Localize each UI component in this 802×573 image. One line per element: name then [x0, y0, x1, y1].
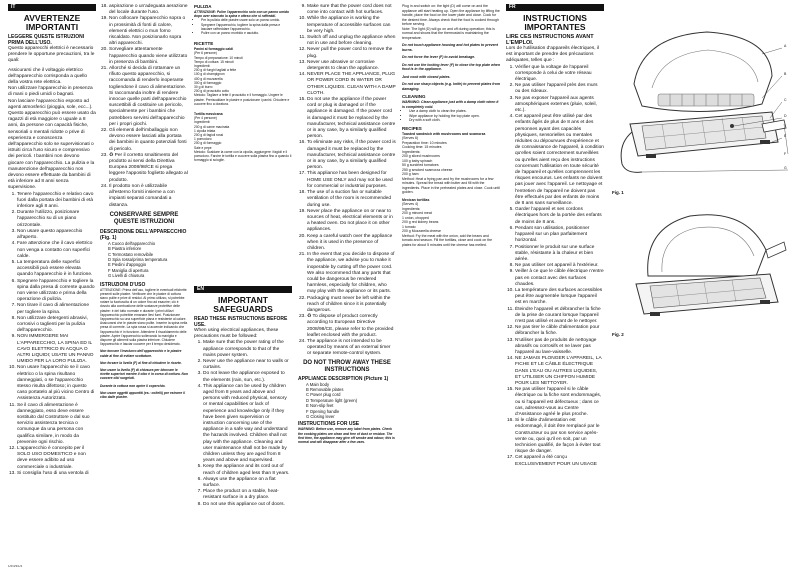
- list-item: 9. Veiller à ce que le câble électrique n'entre pas en contact avec des surfaces chaudes.: [515, 269, 604, 288]
- it-warn: Non forzare la livella (F) al fine di chiudere le ricarte.: [100, 360, 182, 365]
- list-item: 8. Non utilizzare detergenti abrasivi, corrosivi o taglienti per la pulizia dell'apparecchio.: [17, 316, 96, 335]
- callout-label: B: [784, 72, 787, 76]
- callout-label: F: [784, 152, 787, 156]
- en-list: [194, 340, 292, 507]
- recipe-serves: (Serves 4): [402, 202, 419, 206]
- list-item: 7. Place the product on a stable, heat-resistant surface in a dry place.: [203, 489, 292, 501]
- list-item: 19. Non collocare l'apparecchio sopra o in prossimità di fonti di calore, elementi elettrici o mun forno riscaldato. Non posizionarlo sopra altri apparecchi.: [109, 16, 188, 47]
- list-item: 24. The appliance is not intended to be operated by means of an external timer or separate remote-control system.: [307, 339, 396, 358]
- paragraph: Non utilizzare l'apparecchio in presenza di mani o piedi umidi o bagnati.: [8, 86, 93, 98]
- it-warn: Non usare oggetti appuntiti (es.: coltelli) per estrarre il cibo dalle piastre.: [100, 390, 186, 400]
- fr-title: INSTRUCTIONS IMPORTANTES: [523, 13, 587, 32]
- it-warning-list: [8, 192, 96, 477]
- list-item: 10. Non usare l'apparecchio se il cavo elettrico o la spina risultano danneggiati, o se l'apparecchio stesso risulta difettoso; in questo caso portatelo al più vicino Centro di Assistenza Autorizzato.: [17, 365, 96, 402]
- it-title: AVVERTENZE IMPORTANTI: [23, 13, 81, 32]
- list-item: 16. To eliminate any risks, if the power cord is damaged it must be replaced by the manufacturer, technical assistance centre or in any case, by a similarly qualified person.: [307, 140, 396, 171]
- legend-item: G Closing lever: [306, 414, 335, 420]
- list-item: 5. La temperatura delle superfici accessibili può essere elevata quando l'apparecchio è in funzione.: [17, 260, 96, 279]
- legend-item: C Power plug cord: [306, 392, 341, 398]
- en-clean-list: [402, 109, 500, 123]
- figure-1-label: Fig. 1: [612, 190, 624, 195]
- recipe-body: Preparation time: 10 minutes Cooking time: 15 minutes Ingredients: 200 g sliced mushrooms 100 g baby spinach 50 g sundried tomatoes 250 g smoked scamorza cheese 200 g ham Method: Heat a frying pan and fry the mushrooms for a few minutes. Spread the bread with butter and fill with the ingredients. Place in the preheated plates and close. Cook until golden.: [402, 140, 500, 194]
- list-item: 5. Keep the appliance and its cord out of reach of children aged less than 8 years.: [203, 464, 292, 476]
- list-item: 22. Packaging must never be left within the reach of children since it is potentially dangerous.: [307, 296, 396, 315]
- list-item: 14. NE JAMAIS PLONGER L'APPAREIL, LA FICHE ET LE CÂBLE ÉLECTRIQUE DANS L'EAU OU AUTRES LIQUIDES, ET UTILISER UN CHIFFON HUMIDE POUR LES NETTOYER.: [515, 356, 604, 387]
- recipe-title: Toasted sandwich with mushrooms and scamorza: [402, 131, 486, 136]
- legend-item: D Spia rossa/prima temperatura: [108, 256, 168, 262]
- list-item: 4. Cet appareil peut être utilisé par des enfants âgés de plus de 8 ans et des personnes ayant des capacités physiques, sensorielles ou mentales réduites ou dépourvues d'expérience et de connaissance de l'appareil, à condition qu'elles soient correctement surveillées ou qu'elles aient reçu des instructions concernant l'utilisation en toute sécurité de l'appareil et qu'elles comprennent les risques encourus. Les enfants ne doivent pas jouer avec l'appareil. Le nettoyage et l'entretien de l'appareil ne doivent pas être effectués par des enfants de moins de 8 ans sans surveillance.: [515, 114, 604, 207]
- footer-code: 1/2/4/3/1/4: [8, 564, 23, 568]
- list-item: 4. Fare attenzione che il cavo elettrico non venga a contatto con superfici calde.: [17, 241, 96, 260]
- list-item: 7. Non tirare il cavo di alimentazione per togliere la spina.: [17, 303, 96, 315]
- en-read-title: READ THESE INSTRUCTIONS BEFORE USE.: [194, 316, 288, 328]
- en3-note: Do not touch appliance housing and hot plates to prevent burns.: [402, 43, 498, 52]
- list-item: 6. Pendant son utilisation, positionner l'appareil sur un plan parfaitement horizontal.: [515, 226, 604, 245]
- list-item: 11. Éteindre l'appareil et débrancher la fiche de la prise de courant lorsque l'appareil n'est pas utilisé et avant de le nettoyer.: [515, 307, 604, 326]
- legend-item: G Livelli di chiusura: [108, 273, 145, 279]
- list-item: 9. Make sure that the power cord does not come into contact with hot surfaces.: [307, 4, 396, 16]
- it-conserve-title: CONSERVARE SEMPRE QUESTE ISTRUZIONI: [109, 211, 179, 225]
- list-item: 1. Tenere l'apparecchio e relativo cavo fuori dalla portata dei bambini di età inferiore agli 8 anni.: [17, 192, 96, 211]
- recycle-icon: ♻: [307, 314, 313, 320]
- it-pulizia-list: [194, 18, 292, 35]
- list-item: 16. Si le câble d'alimentation est endommagé, il doit être remplacé par le Constructeur ou par son service après-vente ou, quoi qu'il en soit, par un technicien qualifié, de façon à éviter tout risque de danger.: [515, 418, 604, 455]
- list-item: 21. Allorché si decida di rottamare un rifiuto questo apparecchio, si raccomanda di renderlo inoperante togliendone il cavo di alimentazione. Si raccomanda inoltre di rendere innocue quelle parti dell'apparecchio suscettibili di costituire un pericolo, specialmente per i bambini che potrebbero servirsi dell'apparecchio per i propri giochi.: [109, 66, 188, 128]
- en-legend: [298, 382, 396, 420]
- list-item: 23. ♻ To dispose of product correctly according to European Directive 2008/98/CE, please refer to the provided leaflet enclosed with the product.: [307, 314, 396, 339]
- column-it-2: [100, 4, 188, 399]
- en-throw-title: DO NOT THROW AWAY THESE INSTRUCTIONS: [303, 359, 391, 373]
- en-clean-title: CLEANING: [402, 94, 426, 99]
- language-tab-en: EN: [194, 286, 292, 293]
- legend-item: F Opening handle: [306, 408, 340, 414]
- legend-item: A Cuoco dell'apparecchio: [108, 240, 156, 246]
- fr-read-title: LIRE CES INSTRUCTIONS AVANT L'EMPLOI.: [506, 34, 594, 46]
- paragraph: Questo apparecchi elettrici è necessario prendere le opportune precauzioni, tra le quali:: [8, 46, 95, 64]
- it-pulizia-title: PULIZIA: [194, 4, 212, 9]
- legend-item: E Non-slip feet: [306, 403, 334, 409]
- list-item: • Per la pulizia delle piastre usare solo un panno umido.: [201, 18, 292, 22]
- list-item: 23. ♻ Per il corretto smaltimento del prodotto ai sensi della Direttiva Europea 2008/98/CE si prega leggere l'apposito foglietto allegato al prodotto.: [109, 153, 188, 184]
- en3-note: Do not force the lever (F) to avoid breakage.: [402, 55, 476, 59]
- recipe-title: Panini al formaggio caldi: [194, 47, 234, 52]
- list-item: 1. Make sure that the power rating of the appliance corresponds to that of the mains power system.: [203, 340, 292, 359]
- recipe-body: Ingredienti: 200 g di carne macinata 1 cipolla tritata 200 g di fagioli rossi 1 pomodoro 200 g di formaggio Sale e pepe Metodo: Scaldare la carne con la cipolla, aggiungere i fagioli e il pomodoro. Farcire le tortilla e cuocere sulla piastra fino a quando il formaggio si scioglie.: [194, 120, 292, 163]
- it-instr-title: ISTRUZIONI D'USO: [100, 281, 146, 288]
- list-item: 15. Do not use the appliance if the power cord or plug is damaged or if the appliance is damaged. If the power cord is damaged it must be replaced by the manufacturer, technical assistance centre or in any case, by a similarly qualified person.: [307, 97, 396, 140]
- list-item: 11. Switch off and unplug the appliance when not in use and before cleaning.: [307, 35, 396, 47]
- en3-text: Plug in and switch on: the light (D) will come on and the appliance will start heating up. Open the appliance by lifting the handle, place the food on the lower plate and close. Cook for the desired time. Always check that the food is cooked through before serving.: [402, 4, 500, 26]
- list-item: 20. Sorvegliare attentamente l'apparecchio quando viene utilizzato in presenza di bambini.: [109, 47, 188, 66]
- list-item: 5. Garder l'appareil et ses cordons électriques hors de la portée des enfants de moins de 8 ans.: [515, 207, 604, 226]
- legend-item: C Termostato removibile: [108, 251, 154, 257]
- legend-item: F Maniglia di apertura: [108, 267, 149, 273]
- list-item: • Spegnere l'apparecchio, togliere la spina dalla presa e lasciare raffreddare l'apparecchio.: [201, 23, 292, 31]
- list-item: 13. Si consiglia l'uso di una ventola di: [17, 471, 96, 477]
- recipe-title: Tortilla messicana: [194, 112, 223, 117]
- list-item: 3. Do not leave the appliance exposed to the elements (rain, sun, etc.).: [203, 371, 292, 383]
- list-item: 11. Se il cavo di alimentazione è danneggiato, esso deve essere sostituito dal Costruttore o dal suo servizio assistenza tecnica o comunque da una persona con qualifica similare, in modo da prevenire ogni rischio.: [17, 403, 96, 446]
- list-item: 12. Never pull the power cord to remove the plug.: [307, 47, 396, 59]
- list-item: 12. L'apparecchio è concepito per il SOLO USO DOMESTICO e non deve essere adibito ad uso commerciale o industriale.: [17, 446, 96, 471]
- paragraph: Questo apparecchio può essere usato da ragazzi di età maggiore o uguale a 8 anni, da persone con capacità fisiche, sensoriali o mentali ridotte o prive di esperienza e conoscenza dell'apparecchio solo se supervisionati o istruiti circa l'uso sicuro e comprensivo dei pericoli. I bambini non devono giocare con l'apparecchio. La pulizia e la manutenzione dell'apparecchio non devono essere effettuate da bambini di età inferiore ad 8 anni senza supervisione.: [8, 111, 96, 191]
- callout-label: G: [784, 166, 787, 170]
- callout-label: C: [784, 98, 787, 102]
- recipe-body: Tempo di preparazione: 10 minuti Tempo di cottura: 15 minuti Ingredienti: 200 g di funghi tagliati a fette 100 g di champignon 400 g di mozzarella 300 g di formaggio 30 g di burro 200 g di prosciutto cotto Metodo: Tagliare a fette il prosciutto e il formaggio. Ungere le piastre. Preriscaldare le piastre e posizionare i panini. Chiudere e cuocere fino a doratura.: [194, 55, 290, 106]
- list-item: 2. Never use the appliance near to walls or curtains.: [203, 359, 292, 371]
- en3-note: Do not use sharp objects (e.g. knife) to prevent plates from damaging.: [402, 82, 501, 91]
- callout-label: A: [784, 44, 787, 48]
- it-pulizia-warn: ATTENZIONE: Pulire l'apparecchio solo con un panno umido dopo aver staccato la spina e atteso che si raffreddi.: [194, 10, 290, 19]
- list-item: 10. While the appliance is working the temperature of accessible surfaces can be very high.: [307, 16, 396, 35]
- en2-list: [298, 4, 396, 358]
- list-item: • Wipe appliance by holding the top plate open.: [409, 114, 500, 119]
- list-item: 2. Durante l'utilizzo, posizionare l'apparecchio su di un piano orizzontale.: [17, 210, 96, 229]
- list-item: 12. Ne pas tirer le câble d'alimentation pour débrancher la fiche.: [515, 325, 604, 337]
- recipe-serves: (Per 6 persone): [194, 51, 217, 56]
- figure-1: [612, 14, 792, 184]
- en3-note: Just cook with closed plates.: [402, 74, 451, 79]
- it-paragraphs: [8, 46, 96, 477]
- list-item: 2. Ne pas utiliser l'appareil près des murs ou des rideaux.: [515, 83, 604, 95]
- callout-label: D: [784, 114, 787, 118]
- list-item: 6. Spegnere l'apparecchio e togliere la spina dalla presa di corrente quando non viene utilizzato e prima della operazione di pulizia.: [17, 279, 96, 304]
- it-warn: Durante la cottura non aprire il coperchio.: [100, 383, 166, 388]
- legend-item: B Removable plates: [306, 386, 344, 392]
- recipe-body: Ingredients: 200 g minced meat 1 onion, chopped 200 g red kidney beans 1 tomato 200 g Mozzarella cheese Method: Fry the meat with the onion, add the beans and tomato and season. Fill the tortillas, close and cook on the plates for about 5 minutes until the cheese has melted.: [402, 206, 493, 247]
- legend-item: B Piastra inferiore: [108, 246, 142, 252]
- list-item: 17. This appliance has been designed for HOME USE ONLY and may not be used for commercial or industrial purposes.: [307, 171, 396, 190]
- list-item: 4. This appliance can be used by children aged from 8 years and above and persons with reduced physical, sensory or mental capabilities or lack of experience and knowledge only if they have been given supervision or instruction concerning use of the appliance in a safe way and understand the hazards involved. Children shall not play with the appliance. Cleaning and user maintenance shall not be made by children unless they are aged from 8 years and above and supervised.: [203, 384, 292, 465]
- legend-item: D Temperature light (green): [306, 397, 358, 403]
- list-item: 8. Do not use this appliance out of doors.: [203, 502, 292, 508]
- it2-list: [100, 4, 188, 209]
- callout-label: E: [784, 134, 787, 138]
- en-title: IMPORTANT SAFEGUARDS: [213, 295, 273, 314]
- sandwich-maker-open-illustration: [620, 206, 790, 326]
- column-fr: [506, 4, 604, 468]
- list-item: 19. Never place the appliance on or near to sources of heat, electrical elements or in a heated oven. Do not place it on other appliances.: [307, 209, 396, 234]
- en-clean-warn: WARNING: Clean appliance just with a damp cloth when it is completely cold.: [402, 100, 499, 109]
- legend-item: A Main body: [306, 381, 330, 387]
- it-desc-title: DESCRIZIONE DELL'APPARECCHIO (Fig. 1): [100, 228, 187, 241]
- list-item: 17. Cet appareil a été conçu EXCLUSIVEMENT POUR UN USAGE: [515, 455, 604, 467]
- recipe-title: Mexican tortillas: [402, 197, 430, 202]
- list-item: 8. Ne pas utiliser cet appareil à l'extérieur.: [515, 263, 604, 269]
- fr-intro: Lors de l'utilisation d'appareils électriques, il est important de prendre des précautions adéquates, telles que :: [506, 46, 600, 64]
- list-item: 20. Keep a careful watch over the appliance when it is used in the presence of children.: [307, 234, 396, 253]
- column-it-3: [194, 4, 292, 507]
- column-en-2: [298, 4, 396, 444]
- language-tab-it: IT: [8, 4, 96, 11]
- list-item: 22. Gli elementi dell'imballaggio non devono essere lasciati alla portata dei bambini in quanto potenziali fonti di pericolo.: [109, 128, 188, 153]
- en3-note: Note: The light (D) will go on and off during operation; this is normal and shows that the thermostat is maintaining the temperature.: [402, 26, 495, 40]
- list-item: 9. NON IMMERGERE MAI L'APPARECCHIO, LA SPINA ED IL CAVO ELETTRICO IN ACQUA O ALTRI LIQUIDI; USATE UN PANNO UMIDO PER LA LORO PULIZIA.: [17, 334, 96, 365]
- sandwich-maker-illustration: [612, 14, 792, 184]
- en-intro: When using electrical appliances, these precautions must be followed:: [194, 328, 279, 340]
- list-item: • Dry with a soft cloth.: [409, 118, 500, 123]
- list-item: 10. La température des surfaces accessibles peut être augmentée lorsque l'appareil est en marche.: [515, 288, 604, 307]
- language-tab-fr: FR: [506, 4, 604, 11]
- list-item: 15. Ne pas utiliser l'appareil si le câble électrique ou la fiche sont endommagés, ou si l'appareil est défectueux ; dans ce cas, adressez-vous au Centre d'Assistance agréé le plus proche.: [515, 387, 604, 418]
- it-warn: Non usare la livella (F) di chiusura per bloccare le ricette superiori mentre il cibo è in corso di cottura. Non cuocere cibi surgelati.: [100, 368, 188, 381]
- recipe-serves: (Serves 6): [402, 136, 419, 140]
- figure-2: [620, 206, 790, 326]
- list-item: 18. aspirazione o un'adeguata aerazione del locale durante l'uso.: [109, 4, 188, 16]
- list-item: 3. Ne pas exposer l'appareil aux agents atmosphériques externes (pluie, soleil, etc.).: [515, 96, 604, 115]
- en-desc-title: APPLIANCE DESCRIPTION (Picture 1): [298, 375, 389, 382]
- list-item: 3. Non usare questo apparecchio all'aperto.: [17, 229, 96, 241]
- list-item: 7. Positionner le produit sur une surface stable, résistante à la chaleur et bien aérée.: [515, 245, 604, 264]
- list-item: • Use a damp cloth to clean the plates.: [409, 109, 500, 114]
- column-en-3: [402, 4, 500, 247]
- list-item: 6. Always use the appliance on a flat surface.: [203, 477, 292, 489]
- figure-2-label: Fig. 2: [612, 332, 624, 337]
- list-item: 18. The use of a suction fan or suitable ventilation of the room is recommended during use.: [307, 190, 396, 209]
- en-use-text: WARNING: Before use, remove any label from plates. Check the cooking plates are clean and free of dust or residue. The first time, the appliance may give off smoke and odour; this is normal and will disappear after a few uses.: [298, 427, 395, 445]
- recipe-serves: (Per 4 persone): [194, 116, 217, 121]
- list-item: 21. In the event that you decide to dispose of the appliance, we advise you to make it inoperable by cutting off the power cord. We also recommend that any parts that could be dangerous be rendered harmless, especially for children, who may play with the appliance or its parts.: [307, 252, 396, 295]
- list-item: 13. Never use abrasive or corrosive detergents to clean the appliance.: [307, 60, 396, 72]
- column-it-1: [8, 4, 96, 568]
- list-item: 14. NEVER PLACE THE APPLIANCE, PLUG OR POWER CORD IN WATER OR OTHER LIQUIDS. CLEAN WITH A DAMP CLOTH.: [307, 72, 396, 97]
- it-instr-text: ATTENZIONE: Prima dell'uso, togliere le eventuali etichette presenti sulle piastre. Verificare che le piastre di cottura siano pulite e prive di residui. Al primo utilizzo, si potrebbe notare la fuoriuscita di un odore fino ad esaurire; ciò è dovuto alla combustione delle sostanze protettive delle piastre: è del tutto normale e durante i primi utilizzi l'apparecchio potrebbe emanare lievi fumi. Posizionare l'apparecchio su una superficie piana e resistente al calore. Assicurarsi che le piastre siano pulite. Inserire la spina nella presa di corrente. La spia rossa si accende indicando che l'apparecchio è in funzione. Attendere il riscaldamento delle piastre. Aprire l'apparecchio sollevando la maniglia e disporre gli alimenti sulla piastra inferiore. Chiudere l'apparecchio e lasciar cuocere per il tempo desiderato.: [100, 287, 188, 347]
- paragraph: Assicurarsi che il voltaggio elettrico dell'apparecchio corrisponda a quello della vostra rete elettrica.: [8, 67, 88, 86]
- legend-item: E Piedini d'appoggio: [108, 262, 147, 268]
- en-recipes-title: RECIPES: [402, 125, 422, 131]
- it-recipes-title: RICETTE: [194, 41, 214, 47]
- it-warn: Non toccare l'involucro dell'apparecchio e le piastre calde al fine di evitare scottature.: [100, 349, 182, 358]
- paragraph: Non lasciare l'apparecchio esposto ad agenti atmosferici (pioggia, sole, ecc...).: [8, 98, 93, 110]
- list-item: 24. Il prodotto non è utilizzabile all'esterno forniti insieme a con impianti separati comandati a distanza.: [109, 184, 188, 209]
- list-item: 1. Vérifier que la voltage de l'appareil corresponde à celui de votre réseau électrique.: [515, 65, 604, 84]
- en-start: [194, 286, 292, 508]
- en-use-title: INSTRUCTIONS FOR USE: [298, 421, 360, 428]
- recycle-icon: ♻: [109, 152, 115, 158]
- it-subheading: LEGGERE QUESTE ISTRUZIONI PRIMA DELL'USO.: [8, 34, 85, 46]
- list-item: • Pulire con un panno morbido e asciutto.: [201, 31, 292, 35]
- en3-note: Do not use the locking lever (F) to close the top plate when food is in the appliance.: [402, 62, 501, 71]
- list-item: 13. N'utiliser pas de produits de nettoyage abrasifs ou corrosifs et ne laver pas l'appareil au lave-vaisselle.: [515, 338, 604, 357]
- fr-list: [506, 65, 604, 468]
- it-legend: [100, 241, 188, 279]
